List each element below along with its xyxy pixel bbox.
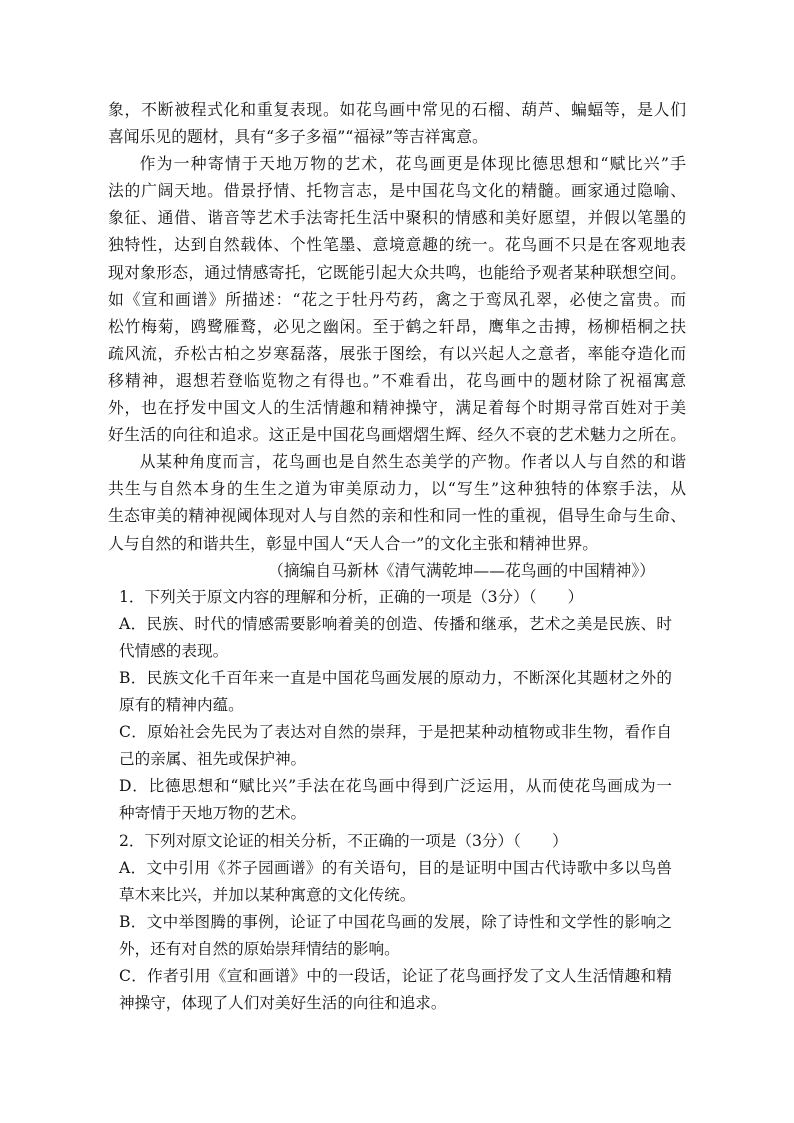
option-line: A．文中引用《芥子园画谱》的有关语句，目的是证明中国古代诗歌中多以鸟兽	[119, 858, 672, 877]
source-citation: （摘编自马新林《清气满乾坤——花鸟画的中国精神》）	[268, 560, 656, 580]
reading-passage	[108, 96, 686, 557]
option-line: B．文中举图腾的事例，论证了中国花鸟画的发展，除了诗性和文学性的影响之	[119, 912, 672, 931]
option-b	[119, 665, 672, 719]
option-a	[119, 855, 672, 909]
text-line: 好生活的向往和追求。这正是中国花鸟画熠熠生辉、经久不衰的艺术魅力之所在。	[108, 425, 686, 445]
option-line: C．作者引用《宣和画谱》中的一段话，论证了花鸟画抒发了文人生活情趣和精	[119, 967, 672, 985]
text-line: 法的广阔天地。借景抒情、托物言志，是中国花鸟文化的精髓。画家通过隐喻、	[108, 181, 686, 201]
passage-paragraph-1	[108, 96, 686, 150]
option-line: 草木来比兴，并加以某种寓意的文化传统。	[119, 885, 416, 904]
document-page	[0, 96, 794, 1017]
option-line: 原有的精神内蕴。	[119, 696, 244, 715]
option-c	[119, 719, 672, 773]
option-line: 种寄情于天地万物的艺术。	[119, 804, 307, 823]
text-line: 如《宣和画谱》所描述：“花之于牡丹芍药，禽之于鸾凤孔翠，必使之富贵。而	[108, 289, 686, 309]
option-b	[119, 909, 672, 963]
option-line: B．民族文化千百年来一直是中国花鸟画发展的原动力，不断深化其题材之外的	[119, 668, 672, 687]
text-line: 从某种角度而言，花鸟画也是自然生态美学的产物。作者以人与自然的和谐	[139, 452, 686, 472]
option-line: 神操守，体现了人们对美好生活的向往和追求。	[119, 994, 447, 1013]
passage-paragraph-3	[108, 448, 686, 556]
option-line: 外，还有对自然的原始崇拜情结的影响。	[119, 939, 400, 958]
text-line: 人与自然的和谐共生，彰显中国人“天人合一”的文化主张和精神世界。	[108, 533, 599, 553]
option-c	[119, 963, 672, 1017]
option-d	[119, 773, 672, 827]
option-line: A．民族、时代的情感需要影响着美的创造、传播和继承，艺术之美是民族、时	[119, 614, 672, 633]
text-line: 喜闻乐见的题材，具有“多子多福”“福禄”等吉祥寓意。	[108, 127, 488, 147]
text-line: 象征、通借、谐音等艺术手法寄托生活中聚积的情感和美好愿望，并假以笔墨的	[108, 208, 686, 228]
text-line: 共生与自然本身的生生之道为审美原动力，以“写生”这种独特的体察手法，从	[108, 479, 686, 499]
text-line: 象，不断被程式化和重复表现。如花鸟画中常见的石榴、葫芦、蝙蝠等，是人们	[108, 100, 686, 119]
text-line: 移精神，遐想若登临览物之有得也。”不难看出，花鸟画中的题材除了祝福寓意	[108, 370, 686, 390]
option-line: C．原始社会先民为了表达对自然的崇拜，于是把某种动植物或非生物，看作自	[119, 723, 672, 742]
text-line: 生态审美的精神视阈体现对人与自然的亲和性和同一性的重视，倡导生命与生命、	[108, 506, 686, 526]
question-list	[119, 584, 672, 1018]
question-stem: 2．下列对原文论证的相关分析，不正确的一项是（3分）（ ）	[119, 831, 568, 850]
option-line: D．比德思想和“赋比兴”手法在花鸟画中得到广泛运用，从而使花鸟画成为一	[119, 777, 672, 796]
option-a	[119, 611, 672, 665]
option-line: 代情感的表现。	[119, 641, 229, 660]
question-stem: 1．下列关于原文内容的理解和分析，正确的一项是（3分）（ ）	[119, 587, 584, 606]
text-line: 独特性，达到自然载体、个性笔墨、意境意趣的统一。花鸟画不只是在客观地表	[108, 235, 686, 255]
text-line: 疏风流，乔松古柏之岁寒磊落，展张于图绘，有以兴起人之意者，率能夺造化而	[108, 343, 686, 363]
question-1	[119, 584, 672, 828]
text-line: 现对象形态，通过情感寄托，它既能引起大众共鸣，也能给予观者某种联想空间。	[108, 262, 686, 282]
question-2	[119, 828, 672, 1018]
text-line: 作为一种寄情于天地万物的艺术，花鸟画更是体现比德思想和“赋比兴”手	[139, 154, 686, 174]
text-line: 松竹梅菊，鸥鹭雁鹜，必见之幽闲。至于鹤之轩昂，鹰隼之击搏，杨柳梧桐之扶	[108, 316, 686, 336]
passage-paragraph-2	[108, 150, 686, 448]
option-line: 己的亲属、祖先或保护神。	[119, 750, 307, 769]
text-line: 外，也在抒发中国文人的生活情趣和精神操守，满足着每个时期寻常百姓对于美	[108, 398, 686, 418]
